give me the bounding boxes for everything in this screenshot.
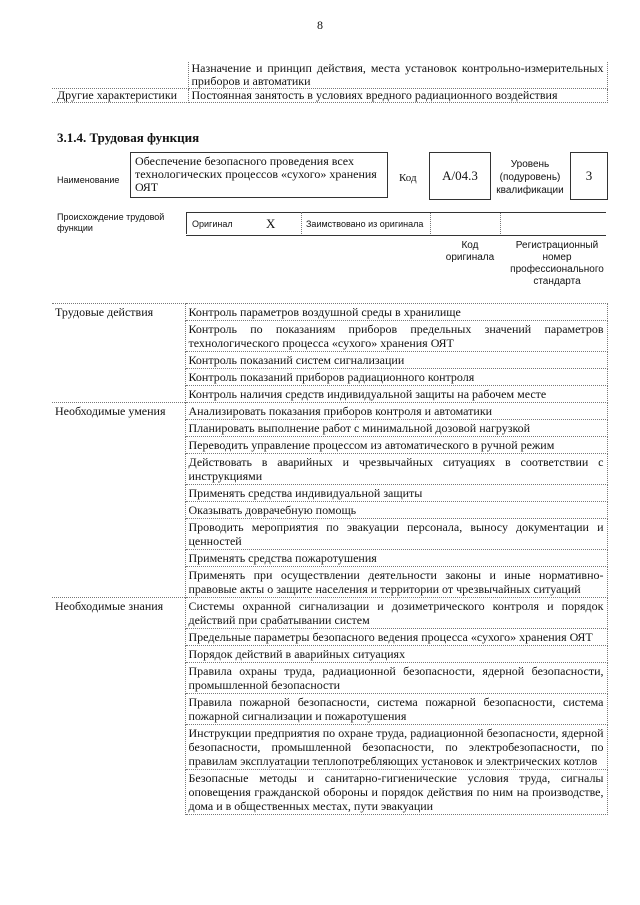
knowledge-item: Инструкции предприятия по охране труда, радиационной безопасности, ядерной безопасности, промышленной безопасности, по электробезопасности, по правилам эксплуатации теплопотребляющих установок и электрических котлов (185, 725, 607, 770)
labor-action-group-label: Трудовые действия (52, 304, 185, 403)
other-characteristics-value: Постоянная занятость в условиях вредного радиационного воздействия (188, 89, 607, 103)
continuation-table (52, 62, 608, 103)
labor-action-row (52, 304, 607, 321)
knowledge-item: Правила пожарной безопасности, система пожарной безопасности, система пожарной сигнализации и пожаротушения (185, 694, 607, 725)
skill-item: Проводить мероприятия по эвакуации персонала, выносу документации и ценностей (185, 519, 607, 550)
qualification-level-label: Уровень (подуровень) квалификации (496, 159, 564, 196)
function-name: Обеспечение безопасного проведения всех технологических процессов «сухого» хранения ОЯТ (130, 152, 388, 198)
code-original-cell (430, 213, 501, 234)
skill-item: Планировать выполнение работ с минимальной дозовой нагрузкой (185, 420, 607, 437)
labor-action-item: Контроль показаний систем сигнализации (185, 352, 607, 369)
section-title: 3.1.4. Трудовая функция (57, 130, 200, 145)
skill-item: Оказывать доврачебную помощь (185, 502, 607, 519)
skill-item: Анализировать показания приборов контроля и автоматики (185, 403, 607, 420)
qualification-level-value: 3 (570, 152, 608, 200)
skill-row (52, 403, 607, 420)
labor-action-item: Контроль наличия средств индивидуальной защиты на рабочем месте (185, 386, 607, 403)
skill-group-label: Необходимые умения (52, 403, 185, 598)
skill-item: Применять средства индивидуальной защиты (185, 485, 607, 502)
labor-action-item: Контроль по показаниям приборов предельных значений параметров технологического процесса «сухого» хранения ОЯТ (185, 321, 607, 352)
skill-item: Применять средства пожаротушения (185, 550, 607, 567)
reg-number-caption: Регистрационный номер профессионального стандарта (510, 240, 604, 287)
knowledge-item: Безопасные методы и санитарно-гигиенические условия труда, сигналы оповещения гражданской обороны и порядок действия по ним на производстве, дома и в общественных местах, пути эвакуации (185, 770, 607, 815)
knowledge-row (52, 598, 607, 629)
original-label: Оригинал (192, 219, 233, 229)
code-original-caption: Код оригинала (445, 240, 495, 263)
code-value: А/04.3 (429, 152, 491, 200)
knowledge-item: Правила охраны труда, радиационной безопасности, ядерной безопасности, промышленной безопасности (185, 663, 607, 694)
knowledge-item: Порядок действий в аварийных ситуациях (185, 646, 607, 663)
labor-function-table (52, 303, 608, 815)
name-label: Наименование (57, 175, 120, 185)
labor-action-item: Контроль параметров воздушной среды в хранилище (185, 304, 607, 321)
page-number: 8 (317, 18, 323, 32)
knowledge-item: Системы охранной сигнализации и дозиметрического контроля и порядок действий при срабатывании систем (185, 598, 607, 629)
knowledge-item: Предельные параметры безопасного ведения процесса «сухого» хранения ОЯТ (185, 629, 607, 646)
skill-item: Действовать в аварийных и чрезвычайных ситуациях в соответствии с инструкциями (185, 454, 607, 485)
borrowed-label: Заимствовано из оригинала (306, 219, 424, 229)
origin-label: Происхождение трудовой функции (57, 212, 165, 233)
knowledge-group-label: Необходимые знания (52, 598, 185, 815)
labor-action-item: Контроль показаний приборов радиационного контроля (185, 369, 607, 386)
continuation-text: Назначение и принцип действия, места установок контрольно-измерительных приборов и автоматики (188, 62, 607, 89)
origin-row (186, 212, 606, 236)
skill-item: Переводить управление процессом из автоматического в ручной режим (185, 437, 607, 454)
skill-item: Применять при осуществлении деятельности законы и иные нормативно-правовые акты о защите населения и территории от чрезвычайных ситуаций (185, 567, 607, 598)
other-characteristics-label: Другие характеристики (52, 89, 188, 103)
original-mark: X (266, 216, 276, 231)
code-label: Код (399, 172, 417, 184)
